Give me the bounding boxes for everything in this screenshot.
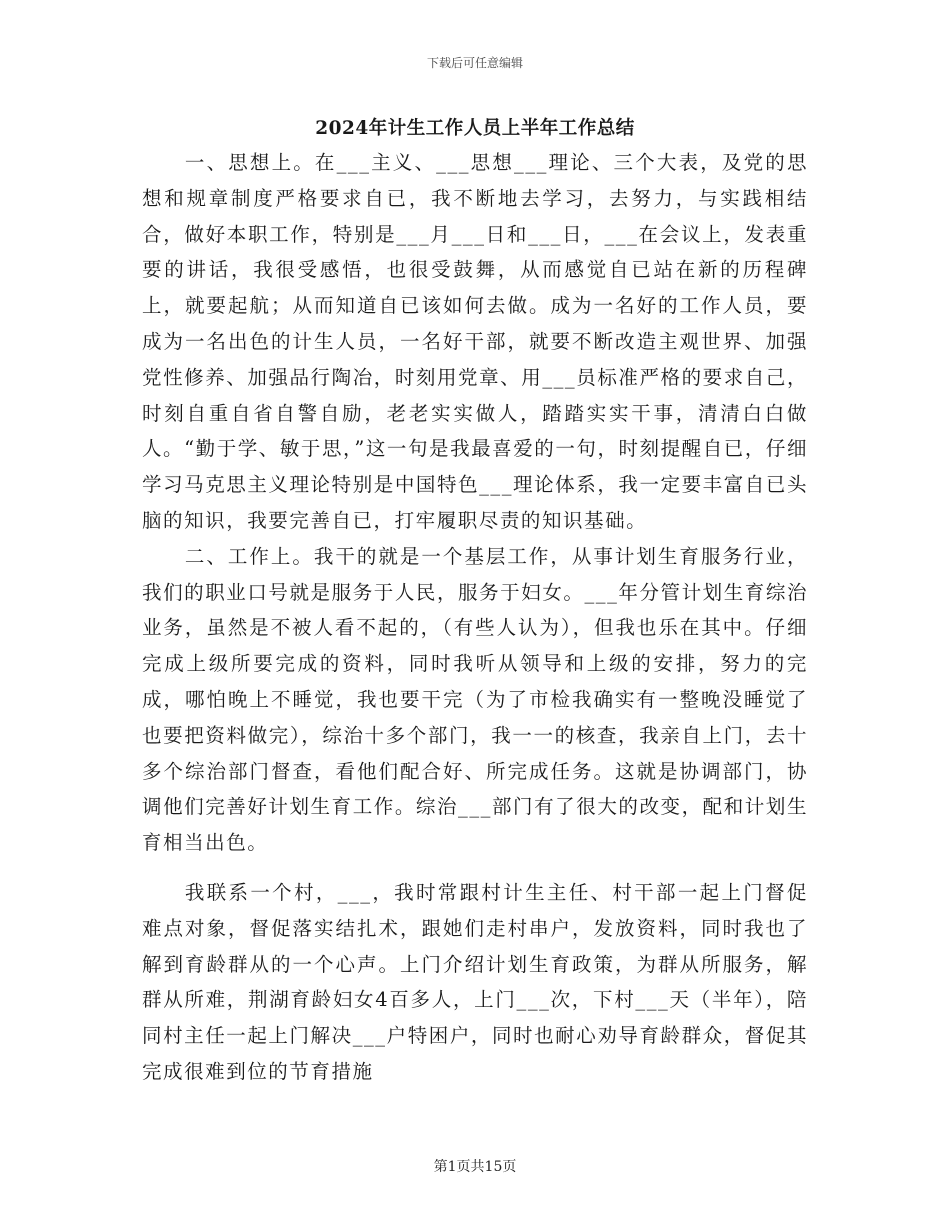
paragraph-village: 我联系一个村，___，我时常跟村计生主任、村干部一起上门督促难点对象，督促落实结扎术，跟她们走村串户，发放资料，同时我也了解到育龄群从的一个心声。上门介绍计划生育政策，为群从所服务，解群从所难，荆湖育龄妇女4百多人，上门___次，下村___天（半年），陪同村主任一起上门解决___户特困户，同时也耐心劝导育龄群众，督促其完成很难到位的节育措施 [142, 880, 808, 1083]
document-body [142, 145, 808, 1090]
paragraph-ideology: 一、思想上。在___主义、___思想___理论、三个大表，及党的思想和规章制度严格要求自已，我不断地去学习，去努力，与实践相结合，做好本职工作，特别是___月___日和___日，___在会议上，发表重要的讲话，我很受感悟，也很受鼓舞，从而感觉自已站在新的历程碑上，就要起航；从而知道自已该如何去做。成为一名好的工作人员，要成为一名出色的计生人员，一名好干部，就要不断改造主观世界、加强党性修养、加强品行陶冶，时刻用党章、用___员标准严格的要求自己，时刻自重自省自警自励，老老实实做人，踏踏实实干事，清清白白做人。“勤于学、敏于思，”这一句是我最喜爱的一句，时刻提醒自已，仔细学习马克思主义理论特别是中国特色___理论体系，我一定要丰富自已头脑的知识，我要完善自已，打牢履职尽责的知识基础。 [142, 151, 808, 532]
header-note: 下载后可任意编辑 [426, 56, 523, 70]
document-title: 2024年计生工作人员上半年工作总结 [315, 118, 635, 139]
paragraph-work: 二、工作上。我干的就是一个基层工作，从事计划生育服务行业，我们的职业口号就是服务于人民，服务于妇女。___年分管计划生育综治业务，虽然是不被人看不起的，（有些人认为），但我也乐在其中。仔细完成上级所要完成的资料，同时我听从领导和上级的安排，努力的完成，哪怕晚上不睡觉，我也要干完（为了市检我确实有一整晚没睡觉了也要把资料做完），综治十多个部门，我一一的核查，我亲自上门，去十多个综治部门督查，看他们配合好、所完成任务。这就是协调部门，协调他们完善好计划生育工作。综治___部门有了很大的改变，配和计划生育相当出色。 [142, 544, 808, 855]
page-number: 第1页共15页 [433, 1159, 517, 1175]
